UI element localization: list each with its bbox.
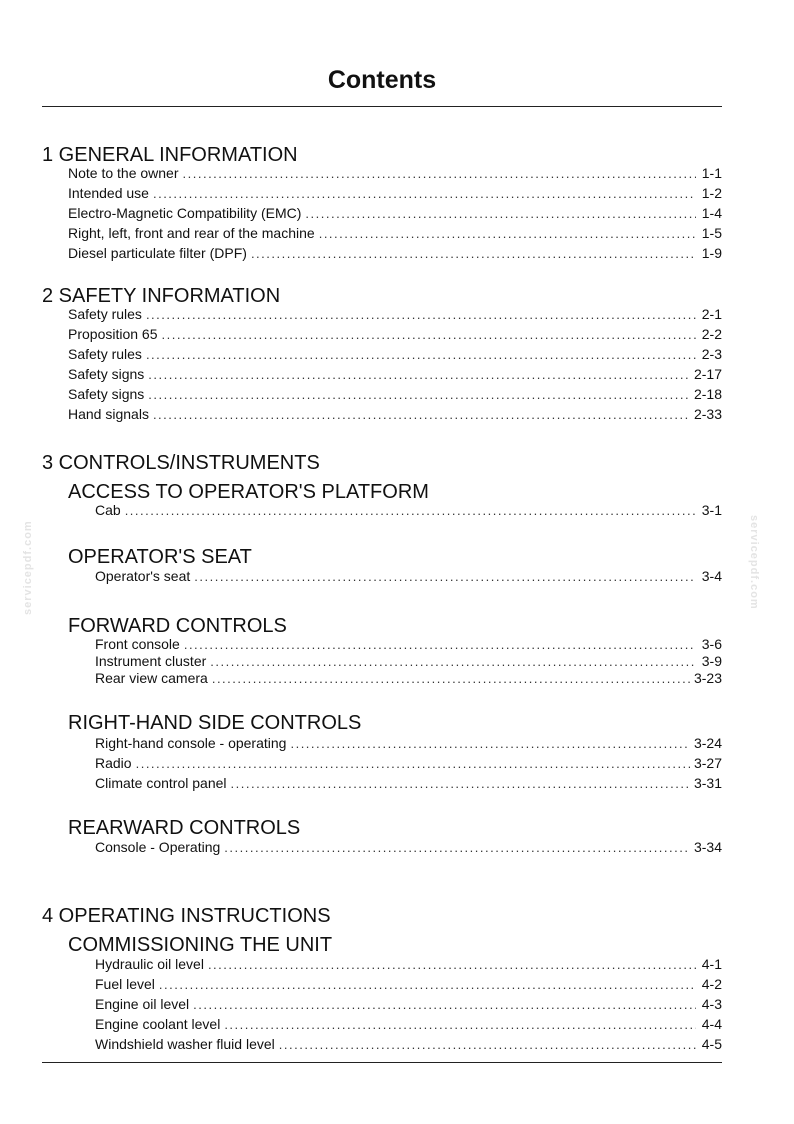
dot-leader [290,735,690,753]
toc-entry-title: Note to the owner [68,165,179,181]
dot-leader [193,996,696,1014]
toc-entry[interactable] [95,669,722,687]
toc-entry-title: Diesel particulate filter (DPF) [68,245,247,261]
dot-leader [208,956,696,974]
section-heading: 4 OPERATING INSTRUCTIONS [42,905,331,927]
toc-entry-page: 2-2 [701,326,722,342]
dot-leader [148,366,690,384]
toc-entry[interactable] [95,652,722,670]
toc-entry-title: Hand signals [68,406,149,422]
subsection-heading: ACCESS TO OPERATOR'S PLATFORM [68,481,429,503]
toc-entry-title: Engine coolant level [95,1016,221,1032]
toc-entry[interactable] [68,345,722,363]
toc-entry[interactable] [68,325,722,343]
toc-entry[interactable] [95,501,722,519]
dot-leader [212,670,690,688]
dot-leader [319,225,696,243]
toc-entry-page: 2-17 [693,366,722,382]
toc-entry-page: 2-1 [701,306,722,322]
dot-leader [279,1036,696,1054]
toc-entry[interactable] [95,774,722,792]
toc-entry-page: 4-2 [701,976,722,992]
toc-entry[interactable] [95,995,722,1013]
toc-entry[interactable] [68,244,722,262]
toc-entry-page: 1-5 [701,225,722,241]
dot-leader [224,1016,696,1034]
toc-entry-page: 1-9 [701,245,722,261]
toc-entry-title: Front console [95,636,180,652]
subsection-heading: COMMISSIONING THE UNIT [68,934,333,956]
toc-entry-page: 4-5 [701,1036,722,1052]
toc-entry[interactable] [95,734,722,752]
toc-entry[interactable] [68,385,722,403]
watermark: servicepdf.com [748,515,760,610]
dot-leader [251,245,696,263]
dot-leader [148,386,690,404]
toc-entry-title: Hydraulic oil level [95,956,204,972]
toc-entry[interactable] [95,567,722,585]
toc-entry-page: 1-4 [701,205,722,221]
toc-entry-page: 3-6 [701,636,722,652]
toc-entry-title: Safety rules [68,306,142,322]
toc-entry-page: 4-4 [701,1016,722,1032]
subsection-heading: REARWARD CONTROLS [68,817,301,839]
toc-entry-title: Rear view camera [95,670,208,686]
toc-entry[interactable] [95,635,722,653]
top-divider [42,106,722,107]
page-title: Contents [327,66,437,94]
dot-leader [146,306,696,324]
toc-entry-title: Intended use [68,185,149,201]
dot-leader [153,185,696,203]
subsection-heading: RIGHT-HAND SIDE CONTROLS [68,712,362,734]
toc-entry-page: 1-1 [701,165,722,181]
toc-entry[interactable] [68,305,722,323]
dot-leader [231,775,690,793]
toc-entry-title: Cab [95,502,121,518]
dot-leader [136,755,690,773]
toc-entry-page: 1-2 [701,185,722,201]
toc-entry-page: 3-9 [701,653,722,669]
toc-entry-title: Proposition 65 [68,326,158,342]
toc-entry-title: Windshield washer fluid level [95,1036,275,1052]
toc-entry[interactable] [95,838,722,856]
toc-entry-title: Engine oil level [95,996,190,1012]
toc-entry-page: 4-1 [701,956,722,972]
toc-entry-title: Safety signs [68,386,145,402]
dot-leader [162,326,696,344]
toc-entry-page: 3-4 [701,568,722,584]
dot-leader [224,839,690,857]
dot-leader [153,406,690,424]
toc-entry[interactable] [68,365,722,383]
toc-entry-page: 4-3 [701,996,722,1012]
section-heading: 1 GENERAL INFORMATION [42,144,298,166]
toc-entry-title: Right, left, front and rear of the machine [68,225,315,241]
toc-entry-page: 2-33 [693,406,722,422]
toc-entry-page: 3-34 [693,839,722,855]
section-heading: 2 SAFETY INFORMATION [42,285,281,307]
toc-entry[interactable] [68,204,722,222]
toc-entry-title: Right-hand console - operating [95,735,287,751]
toc-entry-title: Console - Operating [95,839,221,855]
toc-entry-title: Climate control panel [95,775,227,791]
dot-leader [305,205,696,223]
toc-entry-title: Safety rules [68,346,142,362]
toc-entry[interactable] [95,975,722,993]
toc-entry-page: 3-23 [693,670,722,686]
toc-entry[interactable] [68,184,722,202]
toc-entry-page: 2-3 [701,346,722,362]
dot-leader [125,502,696,520]
toc-entry-page: 3-31 [693,775,722,791]
toc-entry[interactable] [95,1035,722,1053]
dot-leader [159,976,696,994]
toc-entry[interactable] [68,405,722,423]
toc-entry-page: 3-24 [693,735,722,751]
toc-entry-title: Safety signs [68,366,145,382]
toc-entry-page: 3-27 [693,755,722,771]
toc-entry-title: Instrument cluster [95,653,207,669]
subsection-heading: OPERATOR'S SEAT [68,546,252,568]
subsection-heading: FORWARD CONTROLS [68,615,287,637]
toc-entry[interactable] [95,754,722,772]
toc-entry[interactable] [68,164,722,182]
toc-entry-title: Operator's seat [95,568,191,584]
toc-entry-title: Electro-Magnetic Compatibility (EMC) [68,205,302,221]
dot-leader [194,568,696,586]
toc-entry[interactable] [68,224,722,242]
dot-leader [183,165,696,183]
toc-entry-title: Fuel level [95,976,155,992]
section-heading: 3 CONTROLS/INSTRUMENTS [42,452,320,474]
toc-entry-page: 3-1 [701,502,722,518]
bottom-divider [42,1062,722,1063]
toc-entry[interactable] [95,955,722,973]
toc-entry[interactable] [95,1015,722,1033]
watermark: servicepdf.com [22,520,34,615]
dot-leader [146,346,696,364]
toc-entry-title: Radio [95,755,132,771]
toc-entry-page: 2-18 [693,386,722,402]
